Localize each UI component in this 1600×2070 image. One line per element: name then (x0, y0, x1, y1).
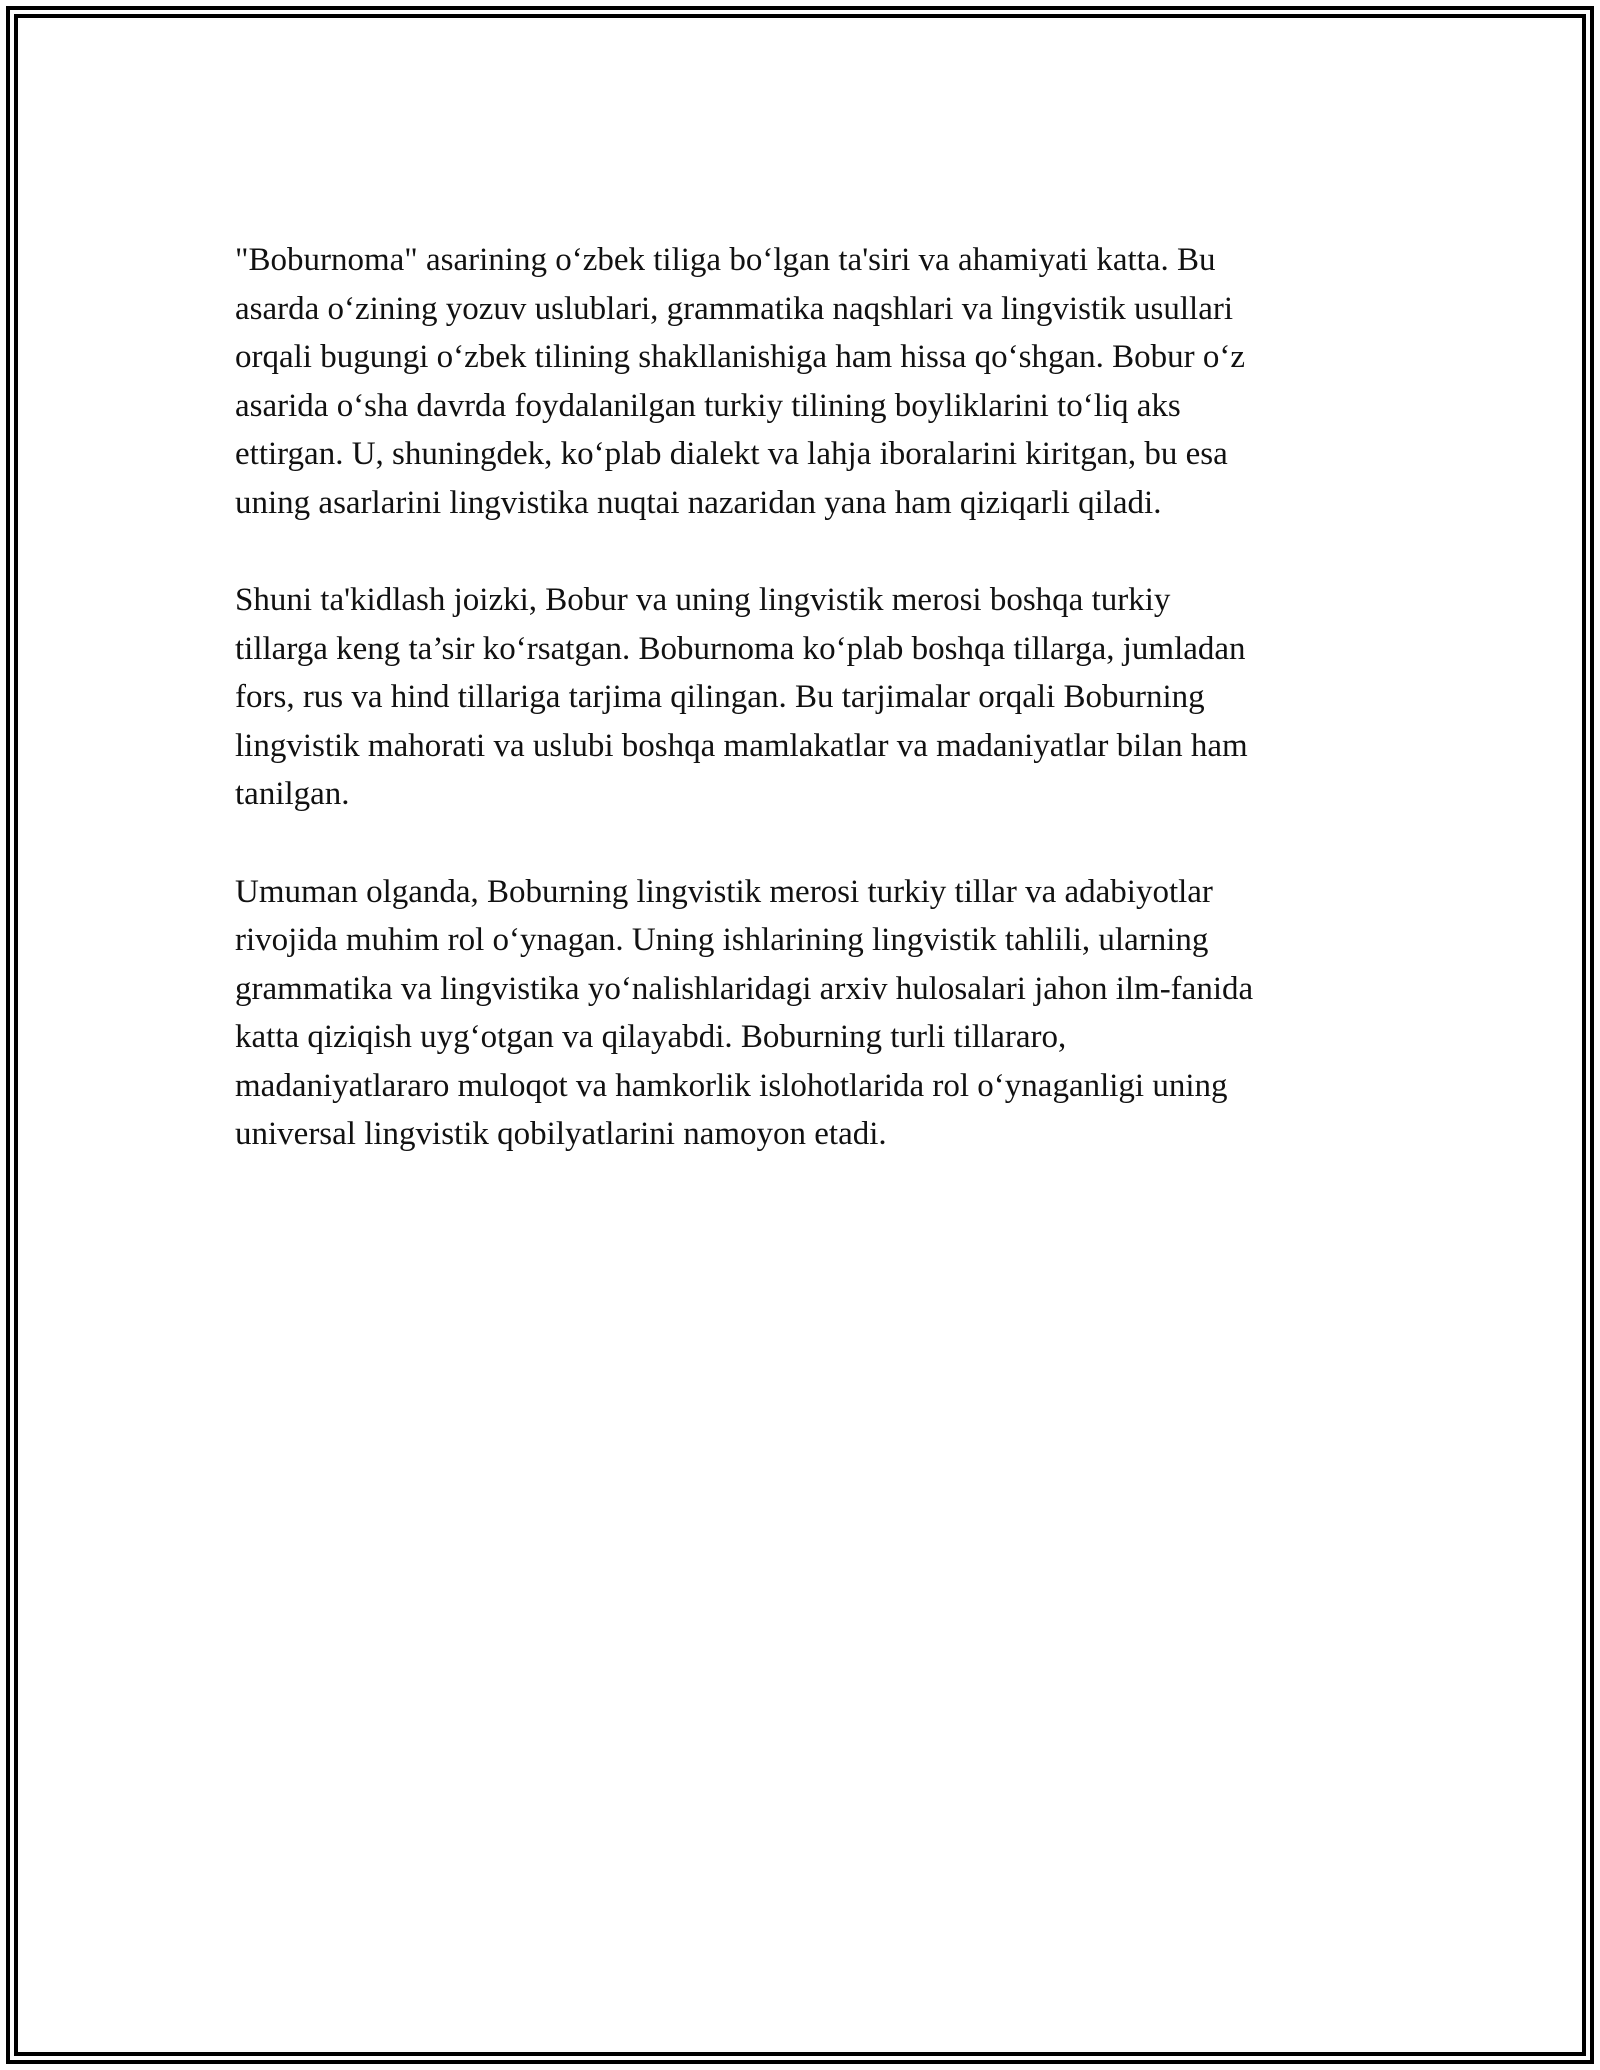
paragraph-line: Umuman olganda, Boburning lingvistik merosi turkiy tillar va adabiyotlar (235, 873, 1213, 910)
paragraph-line: lingvistik mahorati va uslubi boshqa mamlakatlar va madaniyatlar bilan ham (235, 727, 1248, 764)
paragraph-2 (235, 576, 1385, 819)
paragraph-line: fors, rus va hind tillariga tarjima qilingan. Bu tarjimalar orqali Boburning (235, 679, 1205, 715)
paragraph-line: orqali bugungi o‘zbek tilining shakllanishiga ham hissa qo‘shgan. Bobur o‘z (235, 339, 1245, 375)
paragraph-line: tillarga keng ta’sir ko‘rsatgan. Boburnoma ko‘plab boshqa tillarga, jumladan (235, 630, 1246, 667)
document-body (235, 236, 1385, 1208)
paragraph-line: "Boburnoma" asarining o‘zbek tiliga bo‘lgan ta'siri va ahamiyati katta. Bu (235, 242, 1216, 278)
paragraph-line: universal lingvistik qobilyatlarini namoyon etadi. (235, 1116, 887, 1152)
paragraph-line: rivojida muhim rol o‘ynagan. Uning ishlarining lingvistik tahlili, ularning (235, 922, 1209, 958)
paragraph-line: katta qiziqish uyg‘otgan va qilayabdi. Boburning turli tillararo, (235, 1019, 1067, 1055)
paragraph-line: madaniyatlararo muloqot va hamkorlik islohotlarida rol o‘ynaganligi uning (235, 1067, 1228, 1104)
paragraph-line: grammatika va lingvistika yo‘nalishlaridagi arxiv hulosalari jahon ilm-fanida (235, 970, 1254, 1007)
paragraph-line: uning asarlarini lingvistika nuqtai nazaridan yana ham qiziqarli qiladi. (235, 484, 1162, 521)
paragraph-line: asarda o‘zining yozuv uslublari, grammatika naqshlari va lingvistik usullari (235, 290, 1234, 327)
paragraph-line: ettirgan. U, shuningdek, ko‘plab dialekt va lahja iboralarini kiritgan, bu esa (235, 436, 1228, 472)
paragraph-3 (235, 868, 1385, 1159)
paragraph-line: asarida o‘sha davrda foydalanilgan turkiy tilining boyliklarini to‘liq aks (235, 387, 1181, 424)
paragraph-line: Shuni ta'kidlash joizki, Bobur va uning lingvistik merosi boshqa turkiy (235, 582, 1171, 618)
paragraph-1 (235, 236, 1385, 527)
paragraph-line: tanilgan. (235, 776, 350, 812)
